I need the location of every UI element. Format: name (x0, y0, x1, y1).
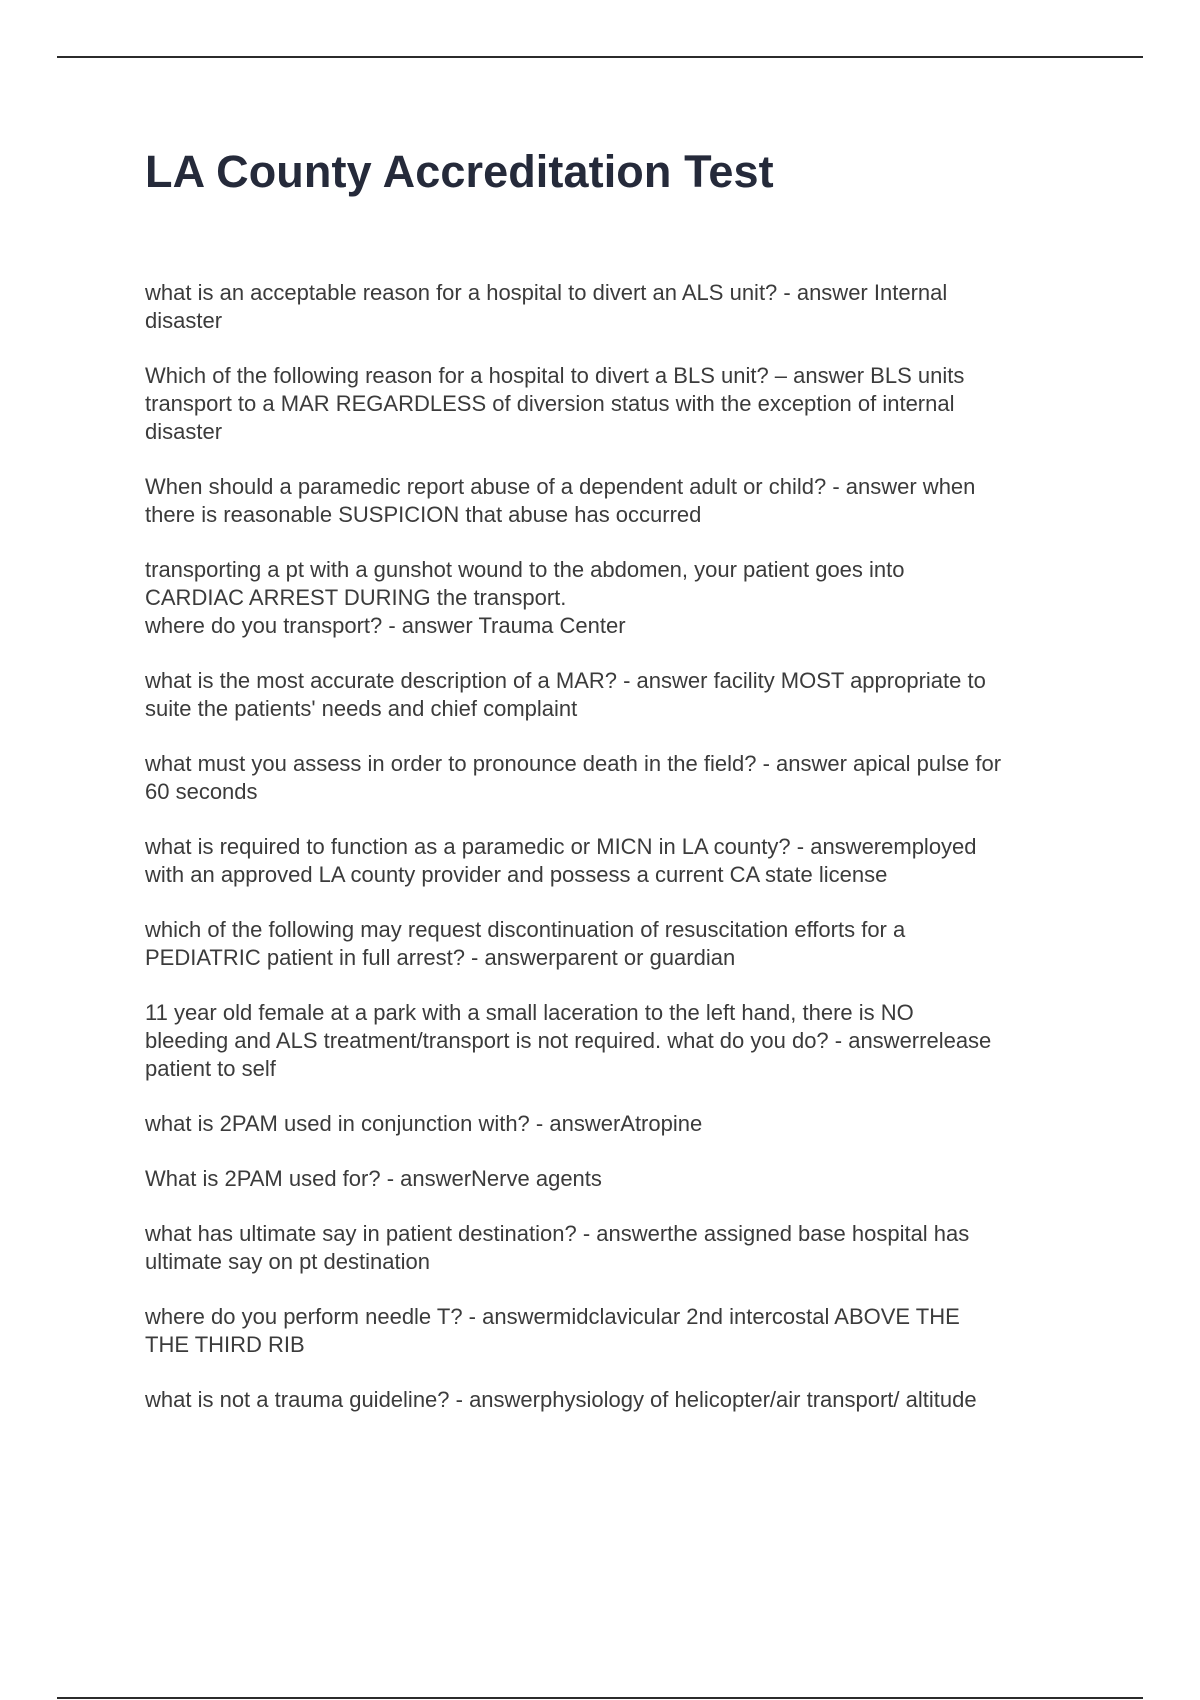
qa-item: Which of the following reason for a hospital to divert a BLS unit? – answer BLS units transport to a MAR REGARDLESS of diversion status with the exception of internal disaster (145, 363, 965, 444)
qa-list (145, 279, 1100, 1414)
qa-item: What is 2PAM used for? - answerNerve agents (145, 1166, 602, 1191)
qa-item: what must you assess in order to pronounce death in the field? - answer apical pulse for 60 seconds (145, 751, 1002, 804)
qa-item: which of the following may request discontinuation of resuscitation efforts for a PEDIATRIC patient in full arrest? - answerparent or guardian (145, 917, 906, 970)
document-body (145, 140, 1100, 1441)
qa-item: where do you perform needle T? - answermidclavicular 2nd intercostal ABOVE THE THE THIRD RIB (145, 1304, 960, 1357)
qa-item: what is not a trauma guideline? - answerphysiology of helicopter/air transport/ altitude (145, 1387, 977, 1412)
qa-item: what is 2PAM used in conjunction with? - answerAtropine (145, 1111, 703, 1136)
top-divider (57, 56, 1143, 58)
qa-item: what has ultimate say in patient destination? - answerthe assigned base hospital has ultimate say on pt destination (145, 1221, 970, 1274)
qa-item: what is the most accurate description of a MAR? - answer facility MOST appropriate to suite the patients' needs and chief complaint (145, 668, 986, 721)
qa-item: transporting a pt with a gunshot wound to the abdomen, your patient goes into CARDIAC ARREST DURING the transport. where do you transport? - answer Trauma Center (145, 557, 905, 638)
document-title: LA County Accreditation Test (145, 146, 774, 197)
qa-item: When should a paramedic report abuse of a dependent adult or child? - answer when there is reasonable SUSPICION that abuse has occurred (145, 474, 976, 527)
bottom-divider (57, 1697, 1143, 1699)
qa-item: what is an acceptable reason for a hospital to divert an ALS unit? - answer Internal disaster (145, 280, 948, 333)
qa-item: what is required to function as a paramedic or MICN in LA county? - answeremployed with an approved LA county provider and possess a current CA state license (145, 834, 977, 887)
qa-item: 11 year old female at a park with a small laceration to the left hand, there is NO bleeding and ALS treatment/transport is not required. what do you do? - answerrelease patient to self (145, 1000, 992, 1081)
